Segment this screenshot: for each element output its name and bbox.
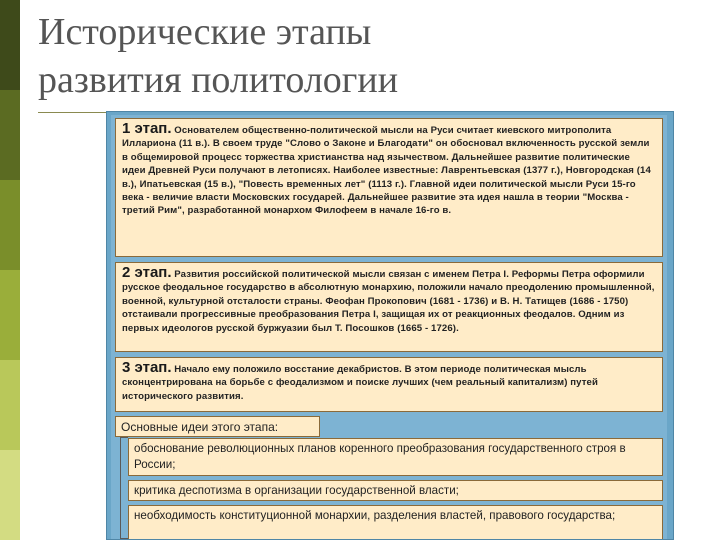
slide-title-line-1: Исторические этапы [38,11,372,53]
accent-segment [0,0,20,90]
accent-segment [0,90,20,180]
accent-segment [0,450,20,540]
accent-segment [0,270,20,360]
stages-figure [106,111,674,540]
accent-segment [0,180,20,270]
figure-frame [111,115,667,539]
ideas-header: Основные идеи этого этапа: [115,416,320,437]
stage-1-label: 1 этап. [122,120,172,137]
stage-1-text: Основателем общественно-политической мысли на Руси считает киевского митрополита Иллариона (11 в.). В своем труде "Слово о Законе и Благодати" он обосновал включенность русской земли в общемировой процесс торжества христианства над язычеством. Дальнейшее развитие политические идеи Древней Руси получают в летописях. Наиболее известные: Лаврентьевская (1377 г.), Новгородская (14 в.), Ипатьевская (15 в.), "Повесть временных лет" (1113 г.). Главной идеи политической мысли Руси 15-го века - величие власти Московских государей. Дальнейшее развитие эта идея нашла в теории "Москва - третий Рим", разработанной монархом Филофеем в начале 16-го в. [122,125,651,217]
slide-title-line-2: развития политологии [38,59,399,101]
accent-segment [0,360,20,450]
ideas-bracket [120,437,128,539]
stage-1-panel [115,118,663,257]
stage-2-label: 2 этап. [122,264,172,281]
idea-item: обоснование революционных планов коренного преобразования государственного строя в России; [128,438,663,476]
stage-3-text: Начало ему положило восстание декабристов. В этом периоде политическая мысль сконцентрирована на борьбе с феодализмом и поиске лучших (чем реальный капитализм) путей исторического развития. [122,364,598,402]
stage-3-label: 3 этап. [122,359,172,376]
stage-2-panel [115,262,663,352]
idea-item: критика деспотизма в организации государственной власти; [128,480,663,501]
idea-item: необходимость конституционной монархии, разделения властей, правового государства; [128,505,663,540]
stage-2-text: Развития российской политической мысли связан с именем Петра I. Реформы Петра оформили русское феодальное государство в абсолютную монархию, положили начало преодолению промышленной, военной, культурной отсталости страны. Феофан Прокопович (1681 - 1736) и В. Н. Татищев (1686 - 1750) отстаивали прогрессивные преобразования Петра I, защищая их от реакционных феодалов. Одним из первых идеологов русской буржуазии был Т. Посошков (1665 - 1726). [122,269,655,334]
stage-3-panel [115,357,663,412]
left-accent-bar [0,0,20,540]
slide-title [38,8,498,104]
